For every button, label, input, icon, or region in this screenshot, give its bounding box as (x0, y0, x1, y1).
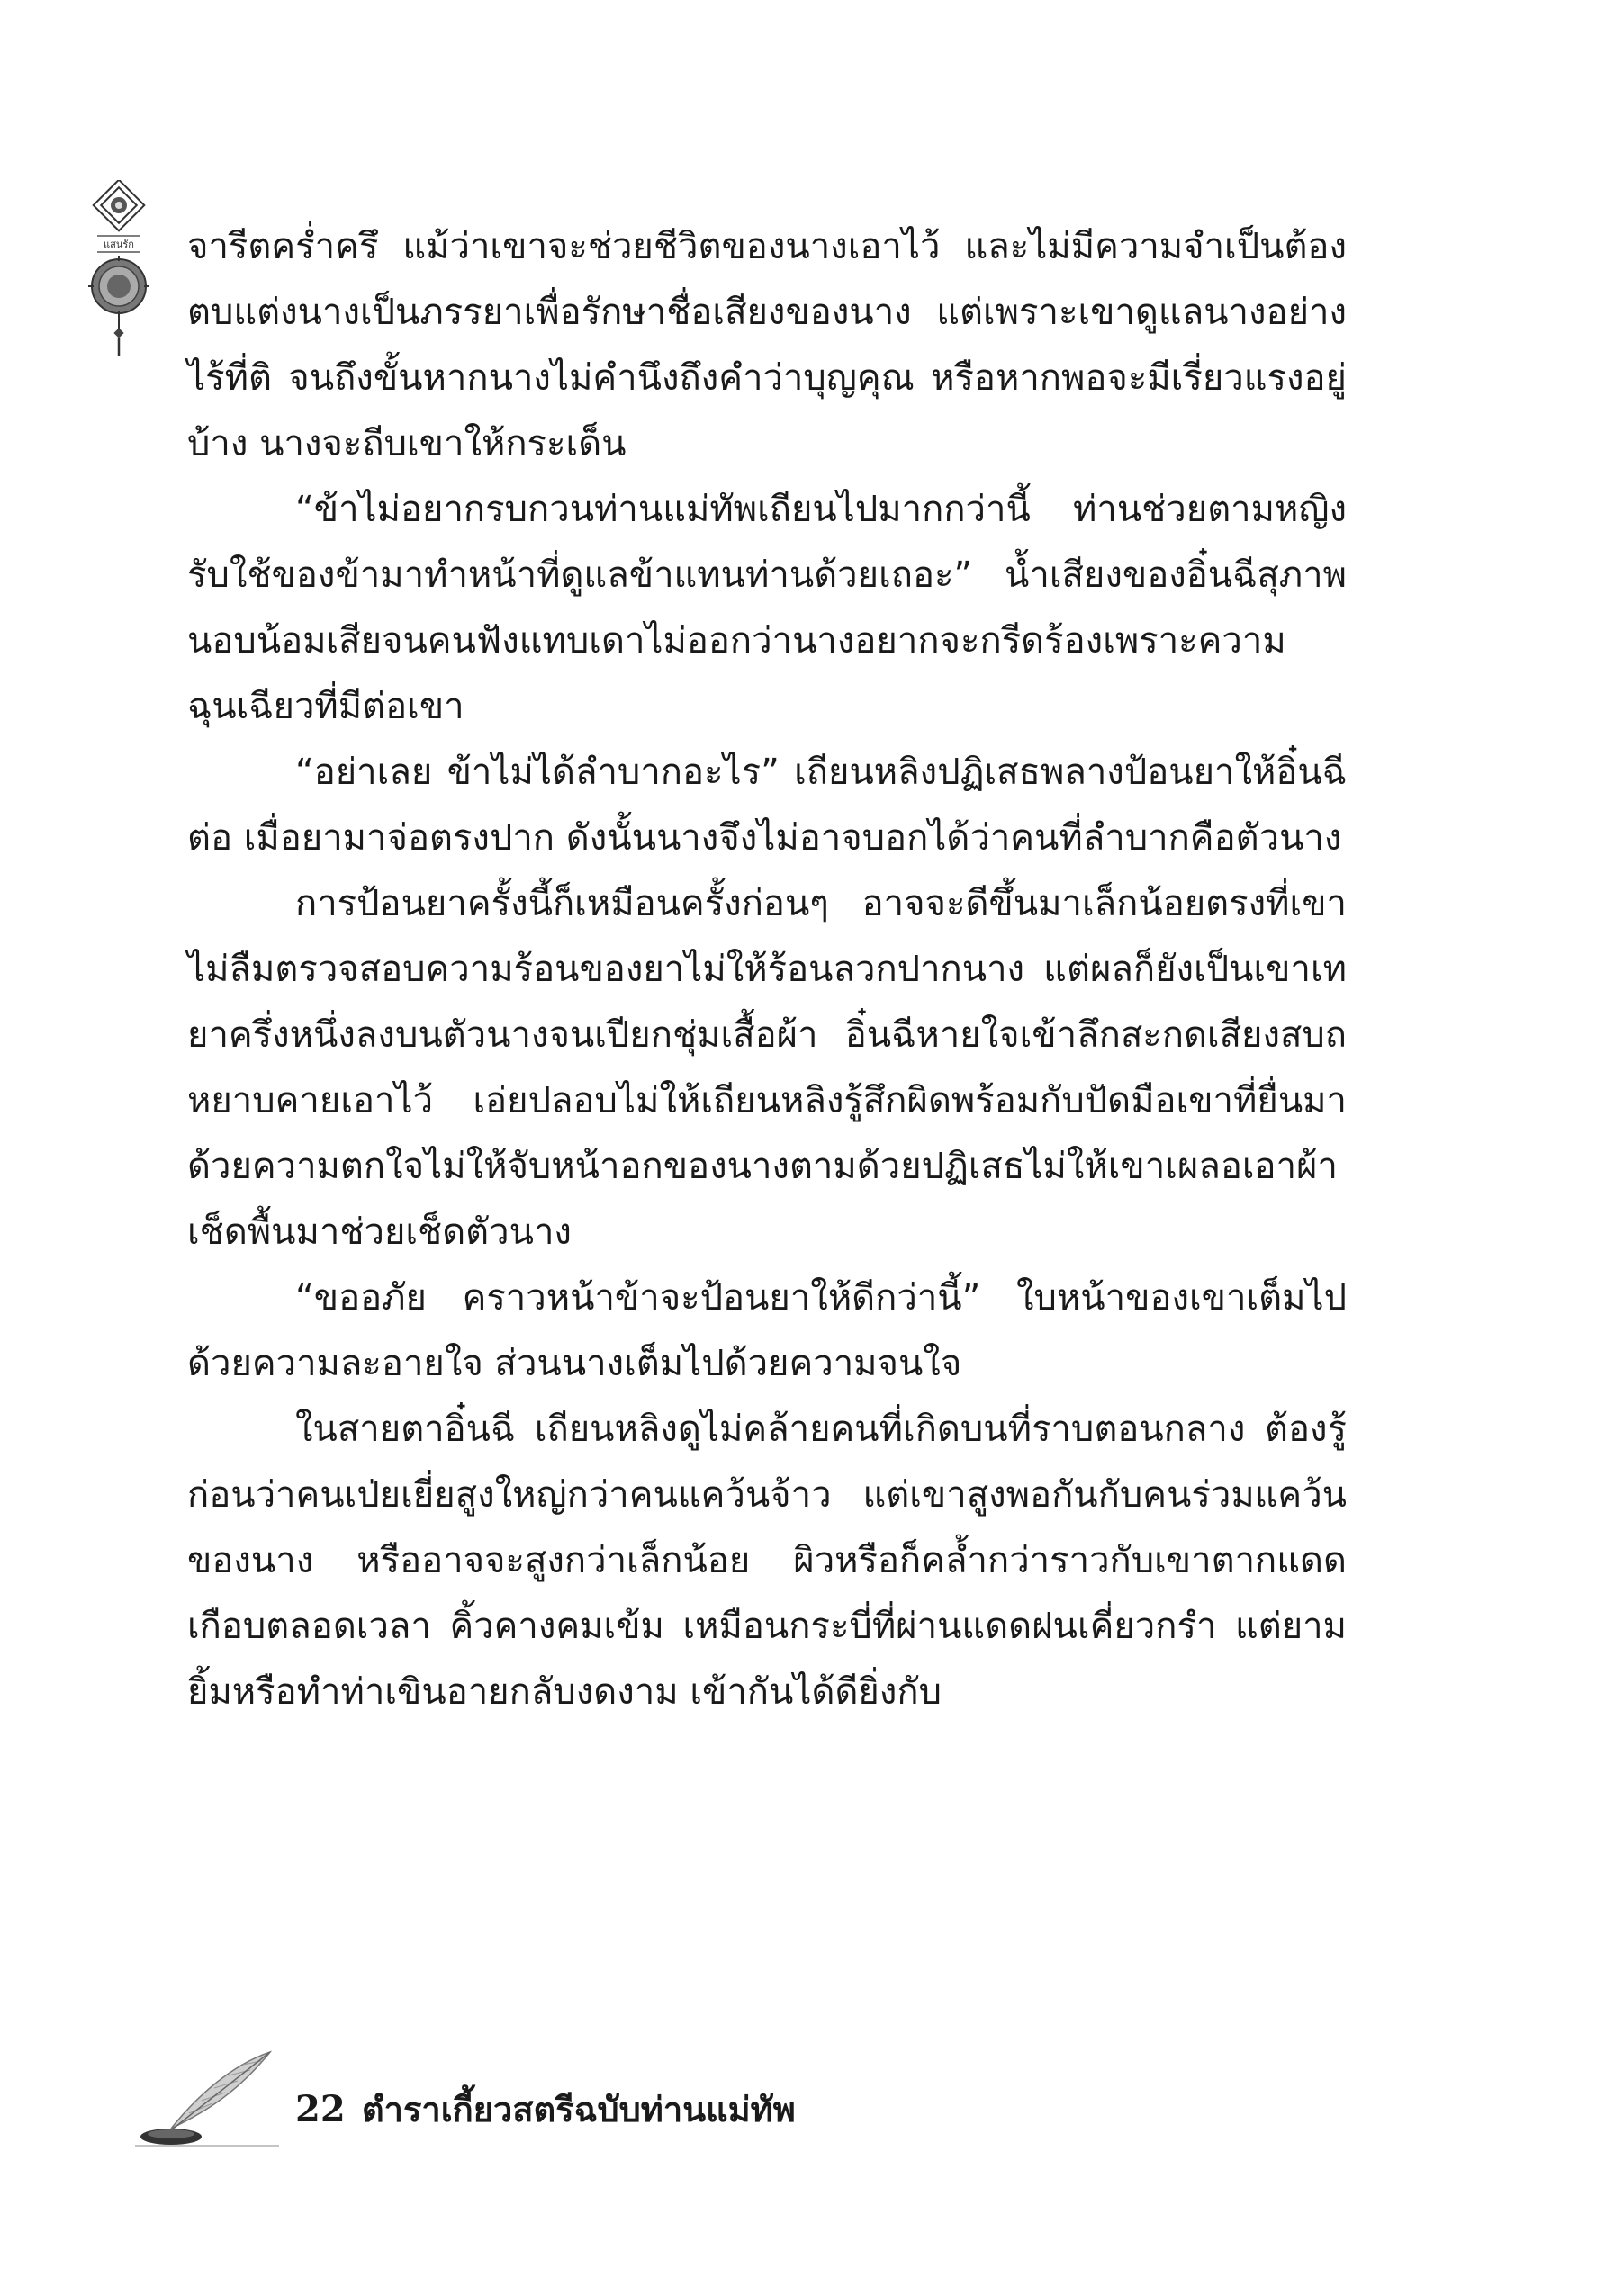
running-title: ตำราเกี้ยวสตรีฉบับท่านแม่ทัพ (362, 2090, 796, 2129)
paragraph-2: “ข้าไม่อยากรบกวนท่านแม่ทัพเถียนไปมากกว่านี้ ท่านช่วยตามหญิงรับใช้ของข้ามาทำหน้าที่ดูแลข้าแทนท่านด้วยเถอะ” น้ำเสียงของอิ๋นฉีสุภาพนอบน้อมเสียจนคนฟังแทบเดาไม่ออกว่านางอยากจะกรีดร้องเพราะความฉุนเฉียวที่มีต่อเขา (187, 489, 1347, 727)
body-text (187, 214, 1347, 1725)
paragraph-4: การป้อนยาครั้งนี้ก็เหมือนครั้งก่อนๆ อาจจะดีขึ้นมาเล็กน้อยตรงที่เขาไม่ลืมตรวจสอบความร้อนของยาไม่ให้ร้อนลวกปากนาง แต่ผลก็ยังเป็นเขาเทยาครึ่งหนึ่งลงบนตัวนางจนเปียกชุ่มเสื้อผ้า อิ๋นฉีหายใจเข้าลึกสะกดเสียงสบถหยาบคายเอาไว้ เอ่ยปลอบไม่ให้เถียนหลิงรู้สึกผิดพร้อมกับปัดมือเขาที่ยื่นมาด้วยความตกใจไม่ให้จับหน้าอกของนางตามด้วยปฏิเสธไม่ให้เขาเผลอเอาผ้าเช็ดพื้นมาช่วยเช็ดตัวนาง (187, 883, 1347, 1253)
paragraph-1: จารีตคร่ำครึ แม้ว่าเขาจะช่วยชีวิตของนางเอาไว้ และไม่มีความจำเป็นต้องตบแต่งนางเป็นภรรยาเพื่อรักษาชื่อเสียงของนาง แต่เพราะเขาดูแลนางอย่างไร้ที่ติ จนถึงขั้นหากนางไม่คำนึงถึงคำว่าบุญคุณ หรือหากพอจะมีเรี่ยวแรงอยู่บ้าง นางจะถีบเขาให้กระเด็น (187, 226, 1347, 464)
paragraph-5: “ขออภัย คราวหน้าข้าจะป้อนยาให้ดีกว่านี้” ใบหน้าของเขาเต็มไปด้วยความละอายใจ ส่วนนางเต็มไปด้วยความจนใจ (187, 1277, 1347, 1384)
publisher-logo-text: แสนรัก (104, 239, 134, 250)
page-footer (135, 2043, 945, 2151)
paragraph-6: ในสายตาอิ๋นฉี เถียนหลิงดูไม่คล้ายคนที่เกิดบนที่ราบตอนกลาง ต้องรู้ก่อนว่าคนเป่ยเยี่ยสูงใหญ่กว่าคนแคว้นจ้าว แต่เขาสูงพอกันกับคนร่วมแคว้นของนาง หรืออาจจะสูงกว่าเล็กน้อย ผิวหรือก็คล้ำกว่าราวกับเขาตากแดดเกือบตลอดเวลา คิ้วคางคมเข้ม เหมือนกระบี่ที่ผ่านแดดฝนเคี่ยวกรำ แต่ยามยิ้มหรือทำท่าเขินอายกลับงดงาม เข้ากันได้ดียิ่งกับ (187, 1409, 1347, 1713)
page-number: 22 (295, 2088, 346, 2130)
paragraph-3: “อย่าเลย ข้าไม่ได้ลำบากอะไร” เถียนหลิงปฏิเสธพลางป้อนยาให้อิ๋นฉีต่อ เมื่อยามาจ่อตรงปาก ดังนั้นนางจึงไม่อาจบอกได้ว่าคนที่ลำบากคือตัวนาง (187, 752, 1347, 859)
publisher-emblem-icon (76, 180, 166, 360)
quill-pen-icon (135, 2043, 288, 2151)
